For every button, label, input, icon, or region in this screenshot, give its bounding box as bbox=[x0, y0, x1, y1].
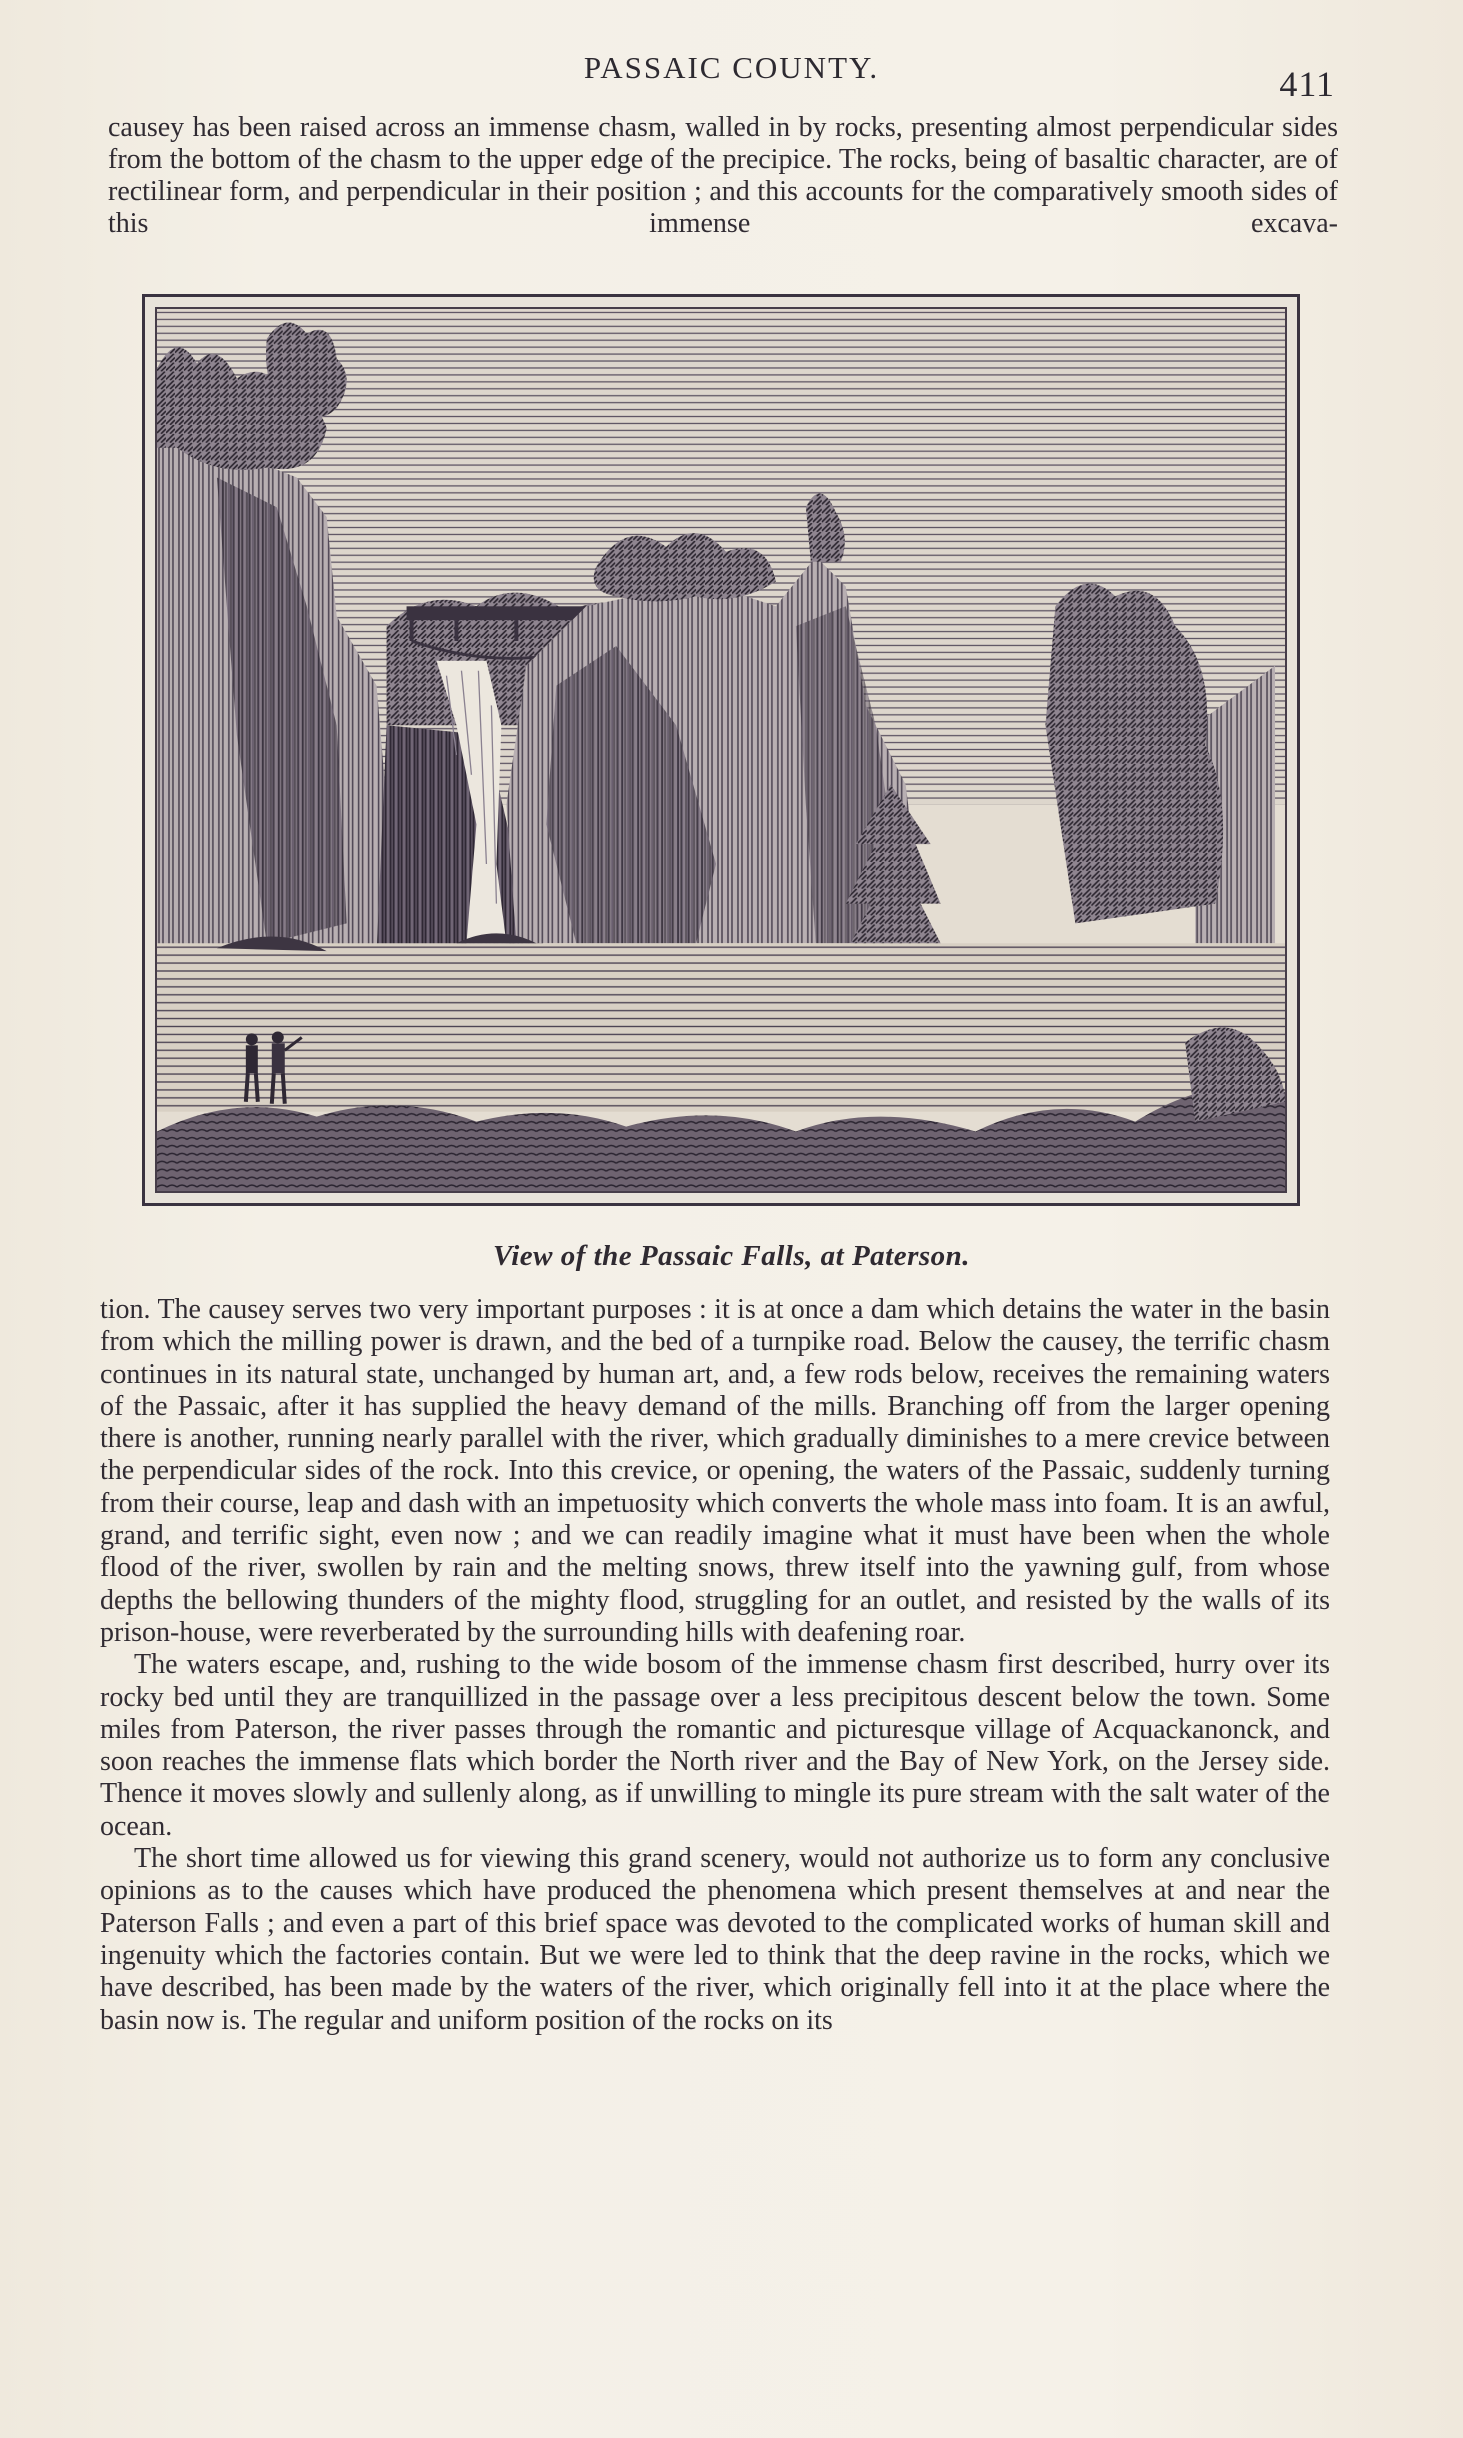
basin-water bbox=[157, 943, 1285, 1111]
top-paragraph-text: causey has been raised across an immense chasm, walled in by rocks, presenting almost perpendicular sides from the bottom of the chasm to the upper edge of the precipice. The rocks, being of basaltic character, are of rectilinear form, and perpendicular in their position ; and this accounts for the comparatively smooth sides of this immense excava- bbox=[108, 112, 1338, 239]
paragraph-3: The short time allowed us for viewing this grand scenery, would not authorize us to form any conclusive opinions as to the causes which have produced the phenomena which present themselves at and near the Paterson Falls ; and even a part of this brief space was devoted to the complicated works of human skill and ingenuity which the factories contain. But we were led to think that the deep ravine in the rocks, which we have described, has been made by the waters of the river, which originally fell into it at the place where the basin now is. The regular and uniform position of the rocks on its bbox=[100, 1843, 1330, 2036]
body-text bbox=[100, 1294, 1330, 2037]
top-paragraph bbox=[108, 112, 1338, 240]
paragraph-1: tion. The causey serves two very important purposes : it is at once a dam which detains the water in the basin from which the milling power is drawn, and the bed of a turnpike road. Below the causey, the terrific chasm continues in its natural state, unchanged by human art, and, a few rods below, receives the remaining waters of the Passaic, after it has supplied the heavy demand of the mills. Branching off from the larger opening there is another, running nearly parallel with the river, which gradually diminishes to a mere crevice between the perpendicular sides of the rock. Into this crevice, or opening, the waters of the Passaic, suddenly turning from their course, leap and dash with an impetuosity which converts the whole mass into foam. It is an awful, grand, and terrific sight, even now ; and we can readily imagine what it must have been when the whole flood of the river, swollen by rain and the melting snows, threw itself into the yawning gulf, from whose depths the bellowing thunders of the mighty flood, struggling for an outlet, and resisted by the walls of its prison-house, were reverberated by the surrounding hills with deafening roar. bbox=[100, 1294, 1330, 1648]
engraving-frame bbox=[142, 294, 1300, 1206]
engraving-svg bbox=[157, 309, 1285, 1191]
page-number: 411 bbox=[1279, 64, 1335, 104]
passaic-falls-engraving bbox=[155, 307, 1287, 1193]
paragraph-2: The waters escape, and, rushing to the wide bosom of the immense chasm first described, hurry over its rocky bed until they are tranquillized in the passage over a less precipitous descent below the town. Some miles from Paterson, the river passes through the romantic and picturesque village of Acquackanonck, and soon reaches the immense flats which border the North river and the Bay of New York, on the Jersey side. Thence it moves slowly and sullenly along, as if unwilling to mingle its pure stream with the salt water of the ocean. bbox=[100, 1649, 1330, 1842]
running-header: PASSAIC COUNTY. bbox=[583, 50, 880, 85]
engraving-caption: View of the Passaic Falls, at Paterson. bbox=[492, 1240, 971, 1272]
